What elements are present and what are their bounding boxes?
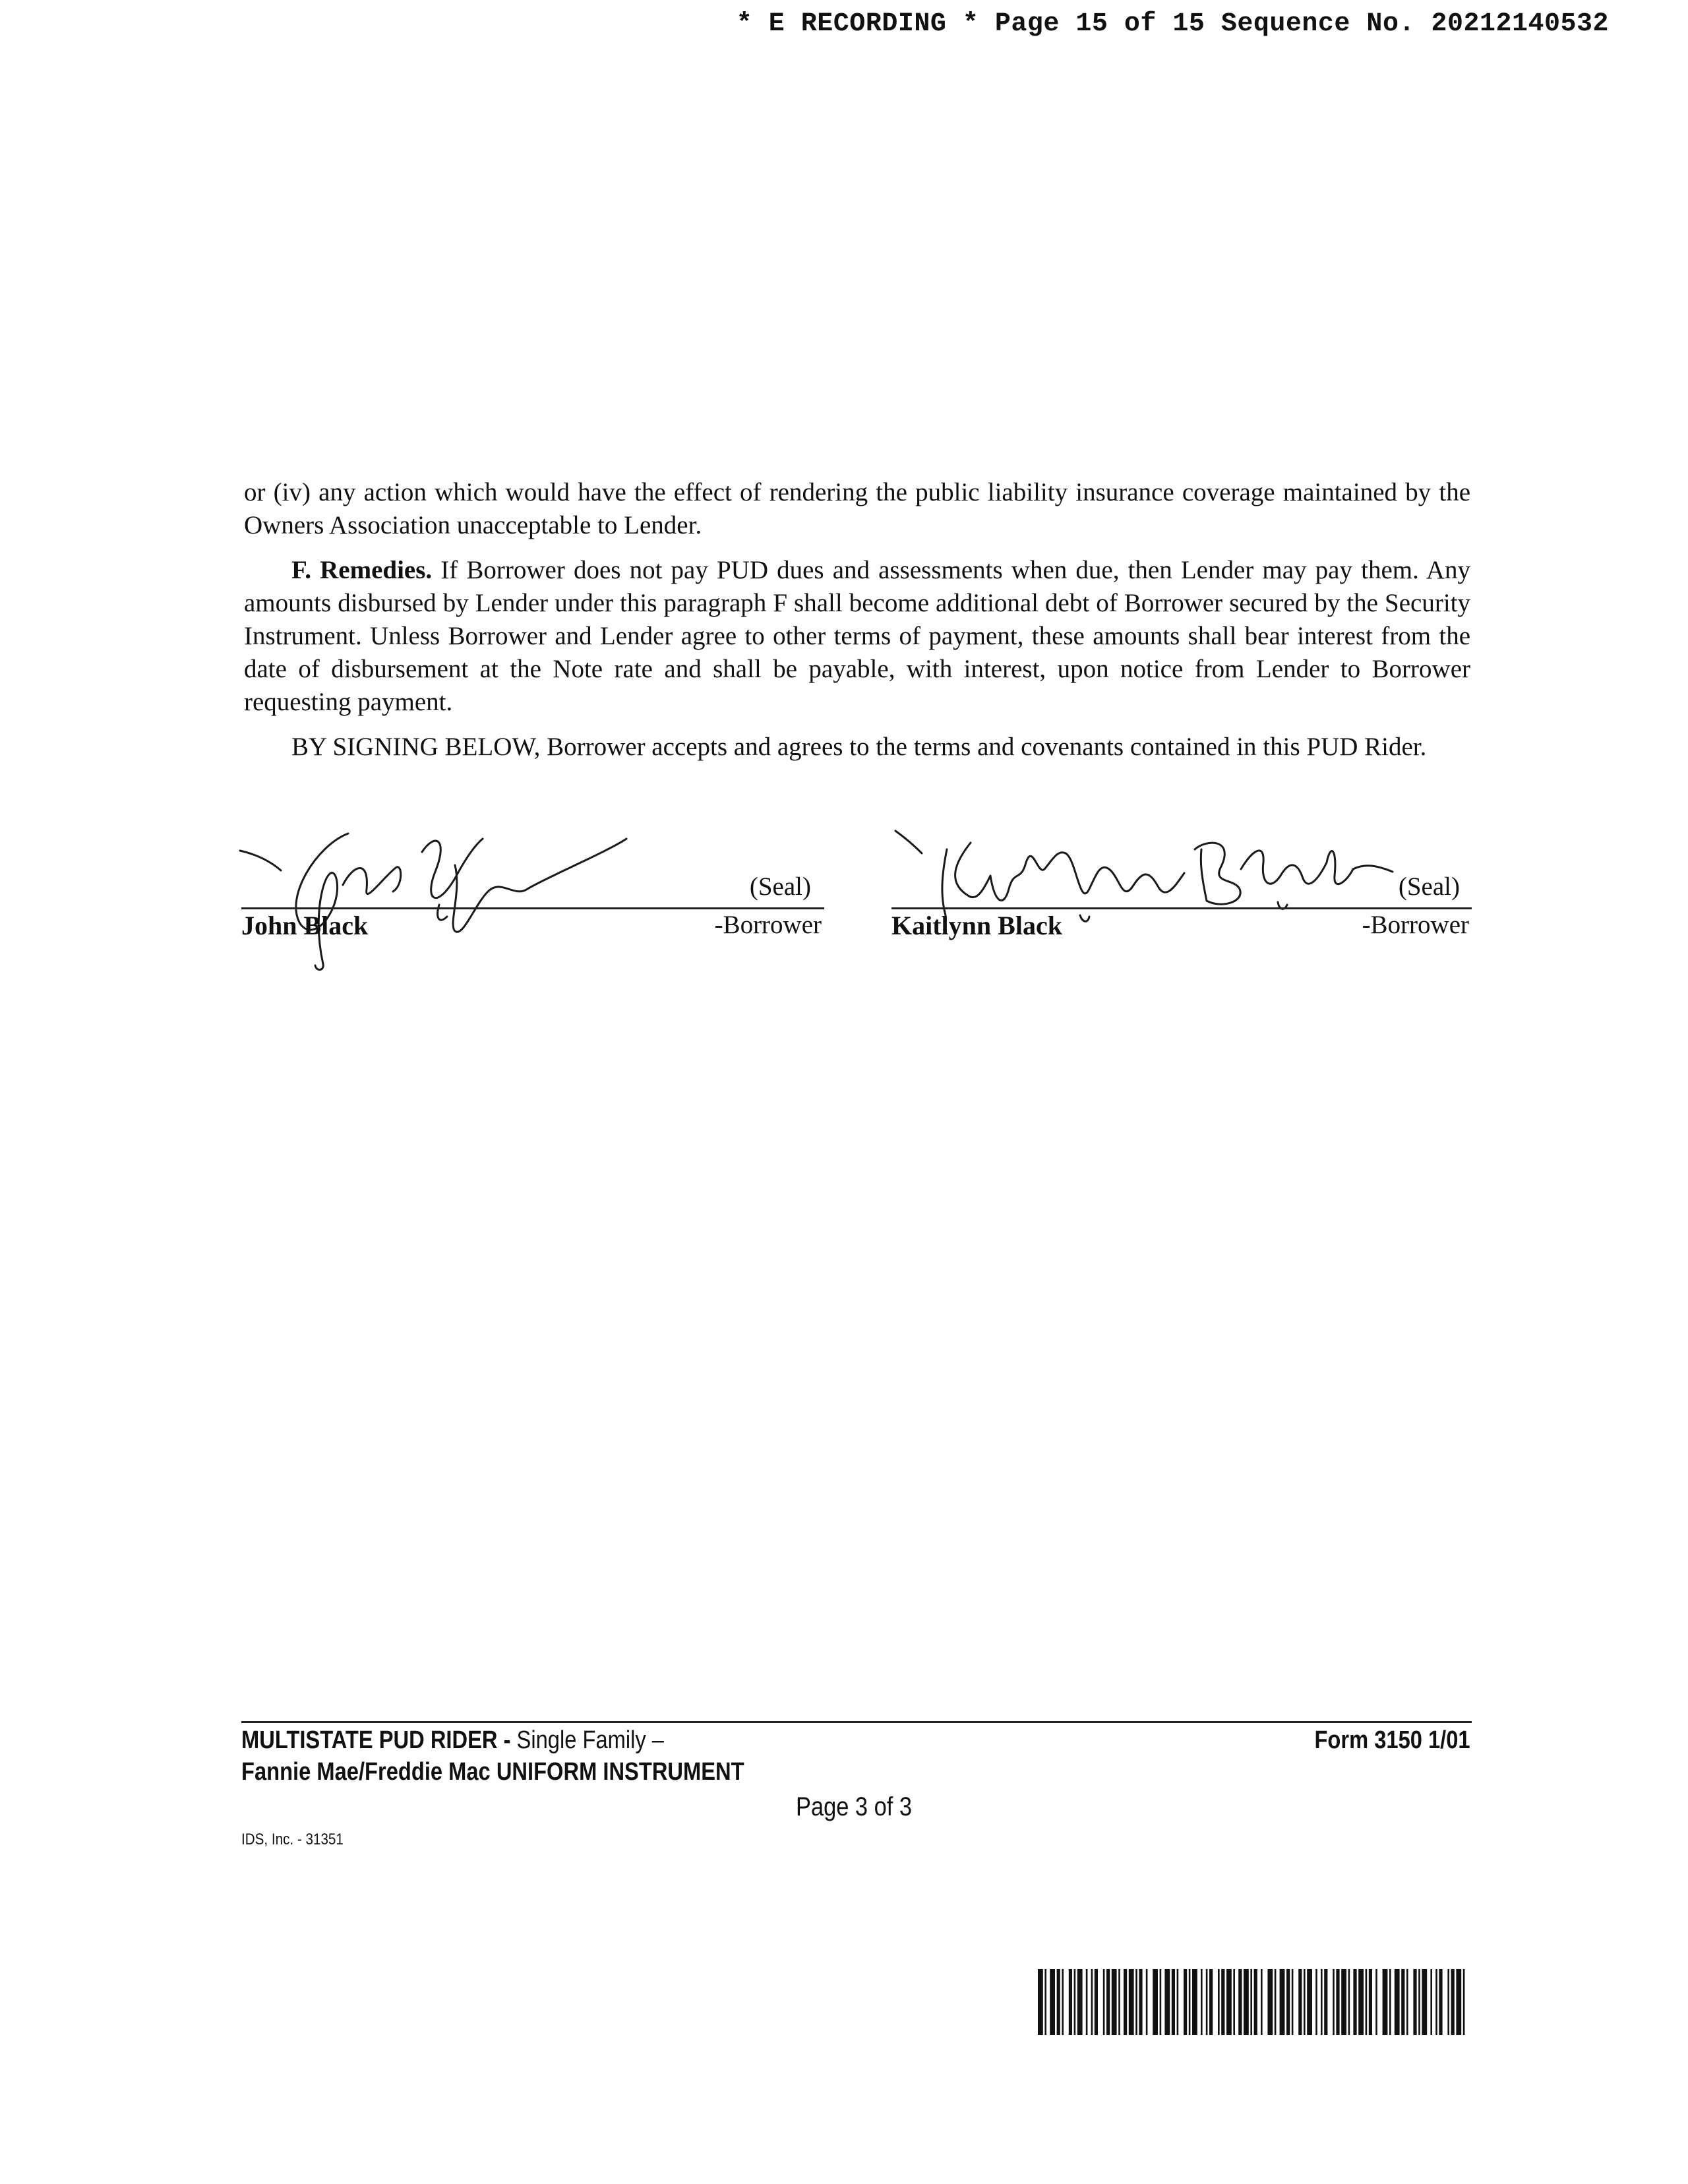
barcode-bar bbox=[1074, 1969, 1076, 2035]
barcode-bar bbox=[1430, 1969, 1432, 2035]
barcode-bar bbox=[1401, 1969, 1404, 2035]
barcode-bar bbox=[1353, 1969, 1356, 2035]
footer-instrument-line: Fannie Mae/Freddie Mac UNIFORM INSTRUMENT bbox=[241, 1758, 744, 1786]
barcode-bar bbox=[1233, 1969, 1235, 2035]
footer-form-title bbox=[241, 1726, 664, 1755]
barcode-bar bbox=[1369, 1969, 1372, 2035]
seal-label-kaitlynn: (Seal) bbox=[1398, 872, 1460, 901]
barcode-bar bbox=[1366, 1969, 1368, 2035]
barcode-bar bbox=[1336, 1969, 1339, 2035]
barcode-bar bbox=[1209, 1969, 1213, 2035]
barcode-bar bbox=[1286, 1969, 1290, 2035]
signature-block-john bbox=[241, 832, 824, 964]
barcode-bar bbox=[1091, 1969, 1093, 2035]
barcode-bar bbox=[1062, 1969, 1064, 2035]
footer-ids-code: IDS, Inc. - 31351 bbox=[241, 1831, 344, 1848]
barcode-bar bbox=[1250, 1969, 1252, 2035]
barcode-bar bbox=[1275, 1969, 1277, 2035]
barcode-bar bbox=[1451, 1969, 1455, 2035]
barcode-bar bbox=[1201, 1969, 1203, 2035]
barcode-bar bbox=[1341, 1969, 1346, 2035]
barcode-bar bbox=[1413, 1969, 1416, 2035]
signature-block-kaitlynn bbox=[891, 832, 1472, 964]
barcode-bar bbox=[1218, 1969, 1220, 2035]
signer-name-john: John Black bbox=[241, 911, 369, 940]
barcode-bar bbox=[1112, 1969, 1117, 2035]
barcode-bar bbox=[1333, 1969, 1335, 2035]
barcode-bar bbox=[1177, 1969, 1179, 2035]
barcode-bar bbox=[1358, 1969, 1364, 2035]
barcode-bar bbox=[1050, 1969, 1055, 2035]
barcode-bar bbox=[1038, 1969, 1043, 2035]
barcode-bar bbox=[1418, 1969, 1420, 2035]
barcode-bar bbox=[1304, 1969, 1306, 2035]
barcode-bar bbox=[1118, 1969, 1120, 2035]
barcode-icon bbox=[1038, 1969, 1468, 2035]
footer-page-number: Page 3 of 3 bbox=[796, 1792, 912, 1821]
barcode-bar bbox=[1261, 1969, 1263, 2035]
barcode-bar bbox=[1129, 1969, 1134, 2035]
barcode-bar bbox=[1135, 1969, 1137, 2035]
barcode-bar bbox=[1139, 1969, 1142, 2035]
barcode-bar bbox=[1069, 1969, 1072, 2035]
paragraph-remedies bbox=[244, 554, 1470, 719]
barcode-bar bbox=[1375, 1969, 1377, 2035]
barcode-bar bbox=[1321, 1969, 1323, 2035]
barcode-bar bbox=[1077, 1969, 1083, 2035]
signer-name-kaitlynn: Kaitlynn Black bbox=[891, 911, 1062, 940]
barcode-bar bbox=[1254, 1969, 1257, 2035]
barcode-bar bbox=[1406, 1969, 1408, 2035]
barcode-bar bbox=[1044, 1969, 1046, 2035]
barcode-bar bbox=[1095, 1969, 1098, 2035]
barcode-bar bbox=[1267, 1969, 1273, 2035]
footer-rule bbox=[241, 1721, 1472, 1723]
barcode-bar bbox=[1189, 1969, 1191, 2035]
barcode-bar bbox=[1146, 1969, 1148, 2035]
barcode-bar bbox=[1435, 1969, 1437, 2035]
barcode-bar bbox=[1238, 1969, 1242, 2035]
barcode-bar bbox=[1164, 1969, 1170, 2035]
barcode-bar bbox=[1324, 1969, 1327, 2035]
barcode-bar bbox=[1456, 1969, 1461, 2035]
paragraph-owners-association: or (iv) any action which would have the effect of rendering the public liability insurance coverage maintained by the Owners Association unacceptable to Lender. bbox=[244, 478, 1470, 539]
barcode-bar bbox=[1103, 1969, 1105, 2035]
barcode-bar bbox=[1172, 1969, 1175, 2035]
barcode-bar bbox=[1307, 1969, 1312, 2035]
barcode-bar bbox=[1463, 1969, 1465, 2035]
footer-title-rest: Single Family – bbox=[510, 1726, 664, 1754]
barcode-bar bbox=[1439, 1969, 1442, 2035]
role-label-kaitlynn: -Borrower bbox=[1362, 911, 1469, 939]
barcode-bar bbox=[1244, 1969, 1249, 2035]
barcode-bar bbox=[1153, 1969, 1158, 2035]
barcode-bar bbox=[1383, 1969, 1388, 2035]
barcode-bar bbox=[1226, 1969, 1232, 2035]
footer-form-number: Form 3150 1/01 bbox=[1314, 1726, 1470, 1754]
barcode-bar bbox=[1315, 1969, 1317, 2035]
footer-title-bold: MULTISTATE PUD RIDER - bbox=[241, 1726, 511, 1754]
barcode-bar bbox=[1292, 1969, 1294, 2035]
barcode-bar bbox=[1447, 1969, 1449, 2035]
remedies-text: If Borrower does not pay PUD dues and assessments when due, then Lender may pay them. Any amounts disbursed by Lender under this paragraph F shall become additional debt of Borrower secured by the Security Instrument. Unless Borrower and Lender agree to other terms of payment, these amounts shall bear interest from the date of disbursement at the Note rate and shall be payable, with interest, upon notice from Lender to Borrower requesting payment. bbox=[244, 556, 1470, 716]
role-label-john: -Borrower bbox=[714, 911, 822, 939]
barcode-bar bbox=[1057, 1969, 1060, 2035]
barcode-bar bbox=[1298, 1969, 1302, 2035]
barcode-bar bbox=[1389, 1969, 1391, 2035]
barcode-bar bbox=[1086, 1969, 1088, 2035]
barcode-bar bbox=[1280, 1969, 1285, 2035]
seal-label-john: (Seal) bbox=[749, 872, 811, 901]
barcode-bar bbox=[1106, 1969, 1110, 2035]
rider-body bbox=[244, 476, 1470, 775]
signature-john-black bbox=[237, 826, 659, 977]
recording-header: * E RECORDING * Page 15 of 15 Sequence No. 20212140532 bbox=[736, 9, 1609, 39]
signature-line-john bbox=[241, 907, 824, 909]
barcode-bar bbox=[1160, 1969, 1162, 2035]
barcode-bar bbox=[1124, 1969, 1127, 2035]
barcode-bar bbox=[1395, 1969, 1400, 2035]
barcode-bar bbox=[1221, 1969, 1224, 2035]
barcode-bar bbox=[1184, 1969, 1187, 2035]
barcode-bar bbox=[1422, 1969, 1427, 2035]
remedies-heading: F. Remedies. bbox=[291, 556, 433, 584]
signature-line-kaitlynn bbox=[891, 907, 1472, 909]
barcode-bar bbox=[1192, 1969, 1197, 2035]
barcode-bar bbox=[1206, 1969, 1208, 2035]
paragraph-signing-statement: BY SIGNING BELOW, Borrower accepts and agrees to the terms and covenants contained in this PUD Rider. bbox=[291, 733, 1427, 761]
barcode-bar bbox=[1348, 1969, 1350, 2035]
